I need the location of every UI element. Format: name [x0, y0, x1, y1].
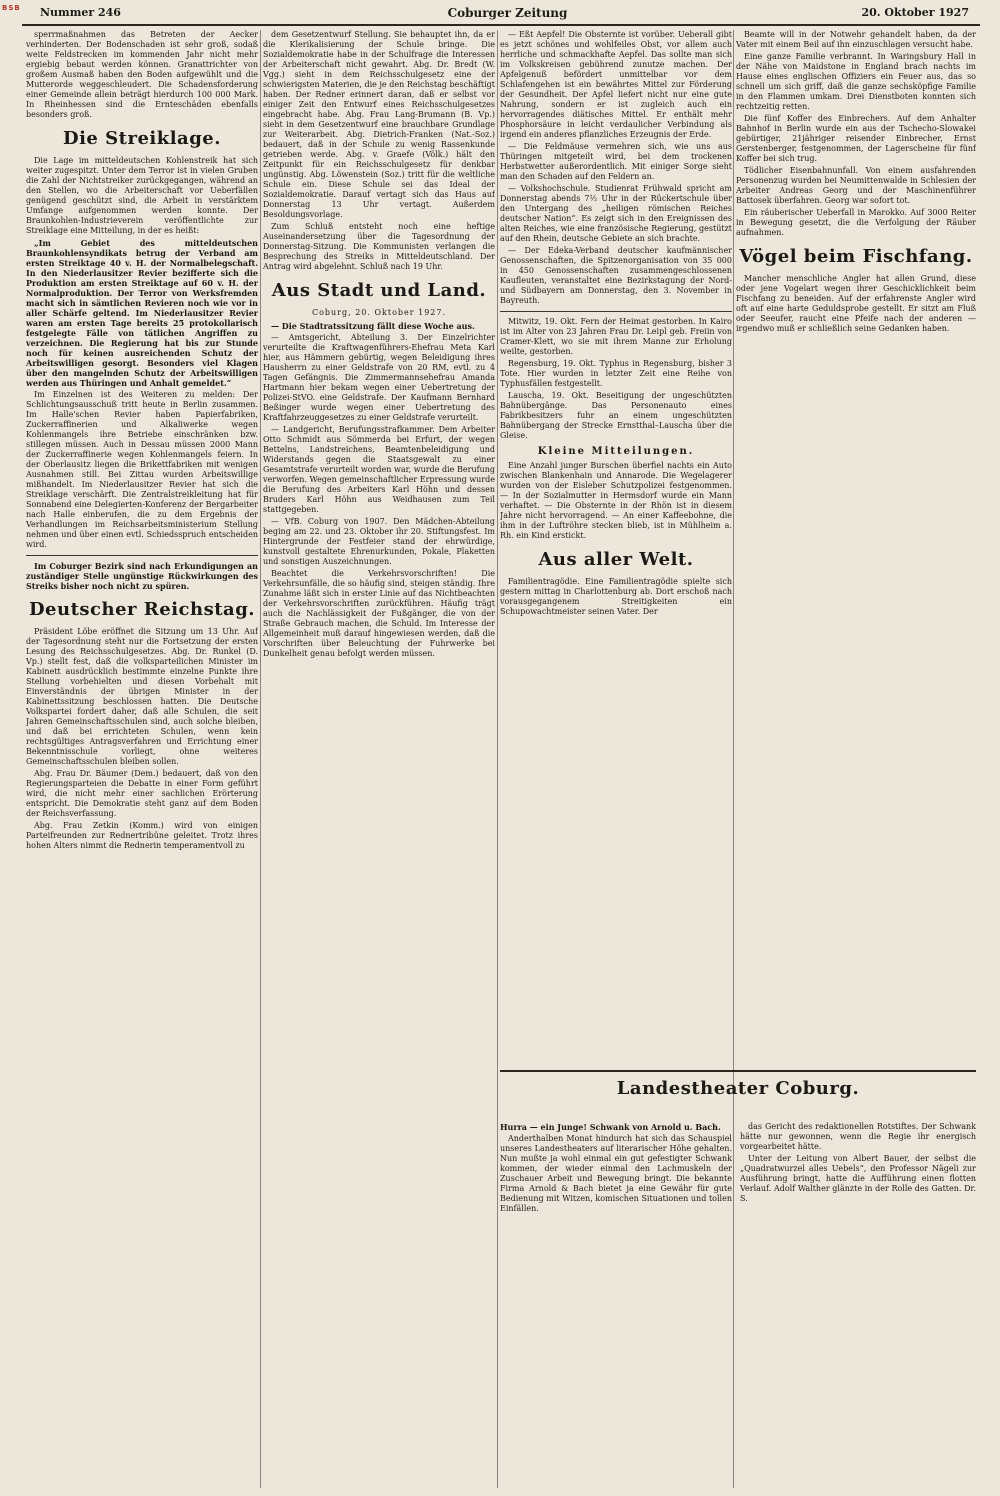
article-text: — Die Stadtratssitzung fällt diese Woche aus.	[271, 321, 475, 331]
column-2	[263, 30, 495, 1488]
article-text: Die fünf Koffer des Einbrechers. Auf dem Anhalter Bahnhof in Berlin wurde ein aus der Tschecho-Slowakei gebürtiger, 21jähriger reisender Einbrecher, Ernst Gerstenberger, festgenommen, der Lagerscheine für fünf Koffer bei sich trug.	[736, 114, 976, 163]
article-text: sperrmaßnahmen das Betreten der Aecker verhinderten. Der Bodenschaden ist sehr groß, sodaß weite Feldstrecken im kommenden Jahr nicht mehr ergiebig bebaut werden können. Granattrichter von großem Ausmaß haben den Boden aufgewühlt und die Mutterorde weggeschleudert. Die Schadensforderung einer Gemeinde allein beträgt hierdurch 100 000 Mark. In Rheinhessen sind die Ernteschäden ebenfalls besonders groß.	[26, 30, 258, 119]
article-text: das Gericht des redaktionellen Rotstiftes. Der Schwank hätte nur gewonnen, wenn die Regie ihr energisch vorgearbeitet hätte.	[740, 1122, 976, 1151]
heading-aus-aller-welt: Aus aller Welt.	[538, 549, 694, 570]
article-text: Beamte will in der Notwehr gehandelt haben, da der Vater mit einem Beil auf ihn einzuschlagen versucht habe.	[736, 30, 976, 49]
article-note: Im Coburger Bezirk sind nach Erkundigungen an zuständiger Stelle ungünstige Rückwirkungen des Streiks bisher noch nicht zu spüren.	[26, 561, 258, 591]
theater-subheading: Hurra — ein Junge! Schwank von Arnold u. Bach.	[500, 1122, 721, 1132]
article-text: Eine ganze Familie verbrannt. In Waringsbury Hall in der Nähe von Maidstone in England brach nachts im Hause eines englischen Offiziers ein Feuer aus, das so schnell um sich griff, daß die ganze sechsköpfige Familie in den Flammen umkam. Drei Dienstboten konnten sich rechtzeitig retten.	[736, 52, 976, 111]
article-text: Lauscha, 19. Okt. Beseitigung der ungeschützten Bahnübergänge. Das Personenauto eines Fabrikbesitzers fuhr an einem ungeschützten Bahnübergang der Strecke Ernstthal–Lauscha über die Gleise.	[500, 391, 732, 440]
column-3	[500, 30, 732, 1066]
article-text: — Der Edeka-Verband deutscher kaufmännischer Genossenschaften, die Spitzenorganisation von 35 000 in 450 Genossenschaften zusammengeschlossenen Kaufleuten, veranstaltet eine Bezirkstagung der Nord- und Südbayern am Donnerstag, den 3. November in Bayreuth.	[500, 246, 732, 305]
article-text: — Eßt Aepfel! Die Obsternte ist vorüber. Ueberall gibt es jetzt schönes und wohlfeiles Obst, vor allem auch herrliche und schmackhafte Aepfel. Das sollte man sich im Volkskreisen gebührend zunutze machen. Der Apfelgenuß befördert unmittelbar vor dem Schlafengehen ist ein bewährtes Mittel zur Förderung der Gesundheit. Der Apfel liefert nicht nur eine gute Nahrung, sondern er ist zugleich auch ein hervorragendes diätisches Mittel. Er enthält mehr Phosphorsäure in leicht verdaulicher Verbindung als irgend ein anderes pflanzliches Erzeugnis der Erde.	[500, 30, 732, 139]
header-rule	[22, 24, 980, 26]
article-text: Mitwitz, 19. Okt. Fern der Heimat gestorben. In Kairo ist im Alter von 23 Jahren Frau Dr. Leipl geb. Freiin von Cramer-Klett, wo sie mit ihrem Manne zur Erholung weilte, gestorben.	[500, 317, 732, 356]
article-text: Zum Schluß entsteht noch eine heftige Auseinandersetzung über die Tagesordnung der Donnerstag-Sitzung. Die Kommunisten verlangen die Besprechung des Streiks in Mitteldeutschland. Der Antrag wird abgelehnt. Schluß nach 19 Uhr.	[263, 222, 495, 271]
article-quote: „Im Gebiet des mitteldeutschen Braunkohlensyndikats betrug der Verband am ersten Streiktage 40 v. H. der Normalbelegschaft. In den Niederlausitzer Revier bezifferte sich die Produktion am ersten Streiktage auf 60 v. H. der Normalproduktion. Der Terror von Werksfremden macht sich in sämtlichen Revieren noch wie vor in aller Schärfe geltend. Im Niederlausitzer Revier waren am ersten Tage bereits 25 protokollarisch festgelegte Fälle von tätlichen Angriffen zu verzeichnen. Die Regierung hat bis zur Stunde noch für keinen ausreichenden Schutz der Arbeitswilligen gesorgt. Besonders viel Klagen über den mangelnden Schutz der Arbeitswilligen werden aus Thüringen und Anhalt gemeldet.“	[26, 238, 258, 388]
article-text: dem Gesetzentwurf Stellung. Sie behauptet ihn, da er die Klerikalisierung der Schule bringe. Die Sozialdemokratie habe in der Schulfrage die Interessen der Arbeiterschaft nicht gewahrt. Abg. Dr. Bredt (W. Vgg.) sieht in dem Reichsschulgesetz eine der schwierigsten Materien, die je den Reichstag beschäftigt haben. Der Redner erinnert daran, daß er selbst vor einiger Zeit den Entwurf eines Reichsschulgesetzes eingebracht habe. Abg. Frau Lang-Brumann (B. Vp.) sieht in dem Gesetzentwurf eine brauchbare Grundlage zur Weiterarbeit. Abg. Dietrich-Franken (Nat.-Soz.) bedauert, daß in der Schule zu wenig Rassenkunde getrieben werde. Abg. v. Graefe (Völk.) hält den Zeitpunkt für ein Reichsschulgesetz für denkbar ungünstig. Abg. Löwenstein (Soz.) tritt für die weltliche Schule ein. Diese Schule sei das Ideal der Sozialdemokratie. Darauf vertagt sich das Haus auf Donnerstag 13 Uhr vertagt. Außerdem Besoldungsvorlage.	[263, 30, 495, 219]
divider	[26, 555, 258, 556]
dateline: Coburg, 20. Oktober 1927.	[311, 308, 447, 317]
heading-streiklage: Die Streiklage.	[62, 128, 222, 149]
issue-number: Nummer 246	[40, 6, 121, 19]
article-text: Regensburg, 19. Okt. Typhus in Regensburg, bisher 3 Tote. Hier wurden in letzter Zeit eine Reihe von Typhusfällen festgestellt.	[500, 359, 732, 388]
article-text: — Volkshochschule. Studienrat Frühwald spricht am Donnerstag abends 7½ Uhr in der Rückertschule über den Untergang des „heiligen römischen Reiches deutscher Nation“. Es zeigt sich in den Ereignissen des alten Reiches, wie eine französische Regierung, gestützt auf den Rhein, deutsche Gebiete an sich brachte.	[500, 184, 732, 243]
article-text: Abg. Frau Zetkin (Komm.) wird von einigen Parteifreunden zur Rednertribüne geleitet. Trotz ihres hohen Alters nimmt die Rednerin temperamentvoll zu	[26, 821, 258, 850]
article-text: — VfB. Coburg von 1907. Den Mädchen-Abteilung beging am 22. und 23. Oktober ihr 20. Stiftungsfest. Im Hintergrunde der Festfeier stand der ehrwürdige, kunstvoll gestaltete Ehrenurkunden, Pokale, Plaketten und sonstigen Auszeichnungen.	[263, 517, 495, 566]
page-header	[40, 3, 975, 25]
article-text: — Landgericht, Berufungsstrafkammer. Dem Arbeiter Otto Schmidt aus Sömmerda bei Erfurt, der wegen Bettelns, Landstreichens, Beamtenbeleidigung und Widerstands gegen die Staatsgewalt zu einer Gesamtstrafe verurteilt worden war, wurde die Berufung verworfen. Wegen gemeinschaftlicher Erpressung wurde die Berufung des Arbeiters Karl Höhn und dessen Bruders Karl Höhn aus Weidhausen zum Teil stattgegeben.	[263, 425, 495, 514]
theater-header	[500, 1070, 976, 1122]
heading-reichstag: Deutscher Reichstag.	[28, 599, 256, 620]
article-text: Beachtet die Verkehrsvorschriften! Die Verkehrsunfälle, die so häufig sind, steigen ständig. Ihre Zunahme läßt sich in erster Linie auf das Nichtbeachten der Verkehrsvorschriften zurückführen. Häufig trägt auch die Nachlässigkeit der Fußgänger, die von der Straße Gebrauch machen, die Schuld. Im Interesse der Allgemeinheit muß darauf hingewiesen werden, daß die Vorschriften über Beleuchtung der Fuhrwerke bei Dunkelheit genau befolgt werden müssen.	[263, 569, 495, 658]
divider	[500, 311, 732, 312]
column-1	[26, 30, 258, 1488]
heading-voegel-beim-fischfang: Vögel beim Fischfang.	[739, 246, 973, 267]
column-divider	[497, 30, 498, 1488]
heading-kleine-mitteilungen: Kleine Mitteilungen.	[537, 446, 695, 457]
column-divider	[733, 30, 734, 1488]
issue-date: 20. Oktober 1927	[861, 6, 969, 19]
article-text: Tödlicher Eisenbahnunfall. Von einem ausfahrenden Personenzug wurden bei Neumittenwalde in Schlesien der Arbeiter Andreas Georg und der Maschinenführer Battosek überfahren. Georg war sofort tot.	[736, 166, 976, 205]
column-4	[736, 30, 976, 1066]
article-text: — Die Feldmäuse vermehren sich, wie uns aus Thüringen mitgeteilt wird, bei dem trockenen Herbstwetter außerordentlich. Mit einiger Sorge sieht man den Schaden auf den Feldern an.	[500, 142, 732, 181]
article-text: Unter der Leitung von Albert Bauer, der selbst die „Quadratwurzel alles Uebels“, den Professor Nägeli zur Ausführung bringt, hatte die Aufführung einen flotten Verlauf. Adolf Walther glänzte in der Rolle des Gatten. Dr. S.	[740, 1154, 976, 1203]
article-text: Familientragödie. Eine Familientragödie spielte sich gestern mittag in Charlottenburg ab. Dort erschoß nach vorausgegangenem Streitigkeiten ein Schupowachtmeister seinen Vater. Der	[500, 577, 732, 616]
column-divider	[260, 30, 261, 1488]
heading-stadt-und-land: Aus Stadt und Land.	[271, 280, 487, 301]
library-watermark: BSB	[2, 4, 21, 12]
article-text: — Amtsgericht, Abteilung 3. Der Einzelrichter verurteilte die Kraftwagenführers-Ehefrau Meta Karl hier, aus Hämmern gebürtig, wegen Beleidigung ihres Hausherrn zu einer Geldstrafe von 20 RM, evtl. zu 4 Tagen Gefängnis. Die Zimmermannsehefrau Amanda Hartmann hier bekam wegen einer Uebertretung der Polizei-StVO. eine Geldstrafe. Der Kaufmann Bernhard Beßinger wurde wegen einer Uebertretung des Kraftfahrzeuggesetzes zu einer Geldstrafe verurteilt.	[263, 333, 495, 422]
article-text: Abg. Frau Dr. Bäumer (Dem.) bedauert, daß von den Regierungsparteien die Debatte in einer Form geführt wird, die nicht mehr einer sachlichen Erörterung entspricht. Die Demokratie steht ganz auf dem Boden der Reichsverfassung.	[26, 769, 258, 818]
article-text: Eine Anzahl junger Burschen überfiel nachts ein Auto zwischen Blankenhain und Annarode. Die Wegelagerer wurden von der Eisleber Schutzpolizei festgenommen. — In der Sozialmutter in Hermsdorf wurde ein Mann verhaftet. — Die Obsternte in der Rhön ist in diesem Jahre nicht hervorragend. — An einer Kaffeebohne, die ihm in der Luftröhre stecken blieb, ist in Mühlheim a. Rh. ein Kind erstickt.	[500, 461, 732, 540]
theater-review	[500, 1122, 732, 1488]
article-text: Mancher menschliche Angler hat allen Grund, diese oder jene Vogelart wegen ihrer Geschicklichkeit beim Fischfang zu beneiden. Auf der erfahrenste Angler wird oft auf eine harte Geduldsprobe gestellt. Er sitzt am Fluß oder Seeufer, raucht eine Pfeife nach der anderen — irgendwo muß er schließlich seine Gedanken haben.	[736, 274, 976, 333]
article-text: Anderthalben Monat hindurch hat sich das Schauspiel unseres Landestheaters auf literarischer Höhe gehalten. Nun mußte ja wohl einmal ein gut gefestigter Schwank kommen, der wieder einmal den Lachmuskeln der Zuschauer Arbeit und Bewegung bringt. Die bekannte Firma Arnold & Bach bietet ja eine Gewähr für gute Bedienung mit Witzen, komischen Situationen und tollen Einfällen.	[500, 1134, 732, 1213]
theater-review-continued	[740, 1122, 976, 1488]
article-text: Im Einzelnen ist des Weiteren zu melden: Der Schlichtungsausschuß tritt heute in Berlin zusammen. Im Halle'schen Revier haben Papierfabriken, Zuckerraffinerien und Alkaliwerke wegen Kohlenmangels ihre Betriebe einschränken bzw. stillegen müssen. Auch in Dessau müssen 2000 Mann der Zuckerraffinerie wegen Kohlenmangels feiern. In der Oberlausitz liegen die Brikettfabriken mit wenigen Ausnahmen still. Bei Zittau wurden Arbeitswillige mißhandelt. Im Niederlausitzer Revier hat sich die Streiklage verschärft. Die Zentralstreikleitung hat für Sonnabend eine Delegierten-Konferenz der Bergarbeiter nach Halle einberufen, die zu dem Ergebnis der Verhandlungen im Reichsarbeitsministerium Stellung nehmen und über einen evtl. Schiedsspruch entscheiden wird.	[26, 390, 258, 549]
heading-landestheater: Landestheater Coburg.	[616, 1078, 860, 1099]
article-text: Die Lage im mitteldeutschen Kohlenstreik hat sich weiter zugespitzt. Unter dem Terror ist in vielen Gruben die Zahl der Nichtstreiker zurückgegangen, während an den Stellen, wo die Arbeiterschaft vor Ueberfällen genügend geschützt sind, die Arbeit in verstärktem Umfange aufgenommen werden konnte. Der Braunkohlen-Industrieverein veröffentlichte zur Streiklage eine Mitteilung, in der es heißt:	[26, 156, 258, 235]
article-text: Präsident Löbe eröffnet die Sitzung um 13 Uhr. Auf der Tagesordnung steht nur die Fortsetzung der ersten Lesung des Reichsschulgesetzes. Abg. Dr. Runkel (D. Vp.) stellt fest, daß die volksparteilichen Minister im Kabinett ausdrücklich bestimmte einzelne Punkte ihre Stellung vorbehielten und diesen Vorbehalt mit Einverständnis der übrigen Minister in der Kabinettssitzung beschlossen hatten. Die Deutsche Volkspartei fordert daher, daß alle Schulen, die seit Jahren Gemeinschaftsschulen sind, auch solche bleiben, und daß bei errichteten Schulen, wenn kein rechtsgültiges Antragsverfahren und Errichtung einer Bekenntnisschule vorliegt, ohne weiteres Gemeinschaftsschulen bleiben sollen.	[26, 627, 258, 766]
article-text: Ein räuberischer Ueberfall in Marokko. Auf 3000 Reiter in Bewegung gesetzt, die die Verfolgung der Räuber aufnahmen.	[736, 208, 976, 237]
masthead: Coburger Zeitung	[447, 6, 568, 20]
